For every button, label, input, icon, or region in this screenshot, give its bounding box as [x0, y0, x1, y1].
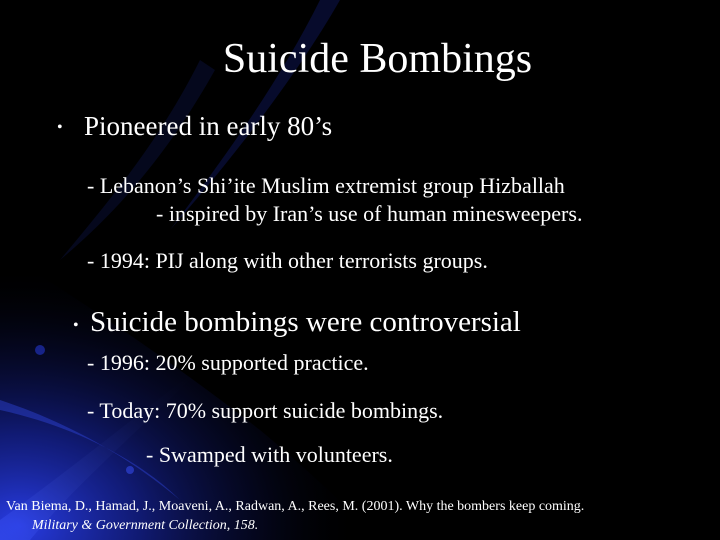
sub-line-minesweepers: - inspired by Iran’s use of human minesweepers. [156, 201, 583, 226]
sub-line-today: - Today: 70% support suicide bombings. [87, 398, 444, 423]
sub-line-pij: - 1994: PIJ along with other terrorists groups. [87, 248, 488, 273]
citation [6, 497, 718, 535]
bullet-point-icon: • [73, 317, 79, 334]
bullet-point-icon: • [57, 119, 63, 136]
sub-line-hizballah: - Lebanon’s Shi’ite Muslim extremist group Hizballah [87, 173, 565, 198]
citation-journal: Military & Government Collection, 158. [32, 518, 259, 533]
citation-text: Van Biema, D., Hamad, J., Moaveni, A., Radwan, A., Rees, M. (2001). Why the bombers keep coming. [6, 499, 585, 514]
sub-line-1996: - 1996: 20% supported practice. [87, 350, 369, 375]
slide-title: Suicide Bombings [222, 36, 533, 82]
bullet-text: Suicide bombings were controversial [90, 306, 521, 338]
bullet-text: Pioneered in early 80’s [84, 111, 333, 141]
sub-line-volunteers: - Swamped with volunteers. [146, 442, 393, 467]
